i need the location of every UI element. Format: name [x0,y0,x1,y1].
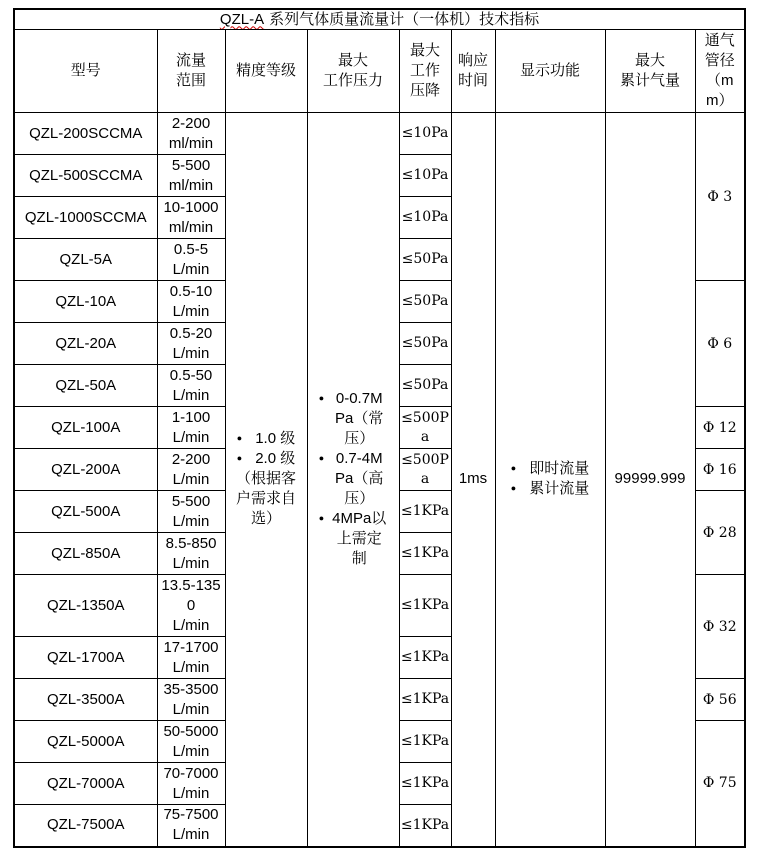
col-header-line: 累计气量 [619,72,680,89]
pressure-range-option: 0.7-4MPa（高压） [335,450,384,508]
pressure-drop-cell: ≤1KPa [399,575,451,637]
col-header-response [451,30,495,113]
spec-row [14,113,745,155]
accuracy-class-cell [225,113,307,847]
model-cell: QZL-50A [14,365,157,407]
flow-unit: L/min [172,302,210,320]
flow-range-value: 17-1700 [163,638,219,656]
model-cell: QZL-7500A [14,805,157,847]
flow-range-value: 5-500 [171,492,211,510]
model-cell: QZL-500A [14,491,157,533]
bullet-list-item [226,449,307,469]
model-cell: QZL-20A [14,323,157,365]
pressure-drop-cell: ≤500Pa [399,407,451,449]
model-cell: QZL-850A [14,533,157,575]
pressure-drop-cell: ≤50Pa [399,281,451,323]
pressure-drop-cell: ≤50Pa [399,323,451,365]
bullet-list-item [496,479,605,499]
flow-range-cell [157,113,225,155]
col-header-line: 压降 [409,82,440,99]
model-cell: QZL-3500A [14,679,157,721]
model-cell: QZL-1700A [14,637,157,679]
flow-range-value: 10-1000 [163,198,219,216]
vent-pipe-diameter-cell: Φ 32 [695,575,745,679]
vent-pipe-diameter-cell: Φ 16 [695,449,745,491]
pressure-range-option: 0-0.7MPa（常压） [335,390,384,448]
flow-unit: L/min [172,742,210,760]
bullet-list-item [496,459,605,479]
model-cell: QZL-7000A [14,763,157,805]
col-header-total [605,30,695,113]
flow-range-cell [157,155,225,197]
flow-range-value: 2-200 [171,450,211,468]
col-header-line: 响应 [457,52,488,69]
flow-range-cell [157,239,225,281]
flow-range-cell [157,365,225,407]
pressure-drop-cell: ≤1KPa [399,805,451,847]
pressure-drop-cell: ≤1KPa [399,721,451,763]
flow-range-cell [157,763,225,805]
vent-pipe-diameter-cell: Φ 28 [695,491,745,575]
vent-pipe-diameter-cell: Φ 75 [695,721,745,847]
flow-unit: L/min [172,700,210,718]
vent-pipe-diameter-cell: Φ 56 [695,679,745,721]
flow-unit: L/min [172,658,210,676]
flow-range-value: 0.5-10 [169,282,213,300]
model-cell: QZL-500SCCMA [14,155,157,197]
flow-range-cell [157,679,225,721]
flow-unit: L/min [172,470,210,488]
model-cell: QZL-1000SCCMA [14,197,157,239]
flow-unit: L/min [172,512,210,530]
col-header-line: m） [706,92,734,109]
bullet-icon: ● [510,483,517,494]
col-header-line: 时间 [457,72,488,89]
col-header-pressure [307,30,399,113]
flow-range-value: 0.5-50 [169,366,213,384]
col-header-accuracy [225,30,307,113]
response-time-cell: 1ms [451,113,495,847]
col-header-line: 通气 [704,32,735,49]
bullet-list-item [226,429,307,449]
flow-unit: L/min [172,784,210,802]
model-cell: QZL-10A [14,281,157,323]
bullet-list-item [308,449,399,509]
display-functions-cell [495,113,605,847]
pressure-drop-cell: ≤50Pa [399,239,451,281]
flow-range-cell [157,281,225,323]
flow-unit: ml/min [168,134,214,152]
flow-range-cell [157,449,225,491]
accuracy-note: （根据客户需求自选） [235,470,296,528]
model-cell: QZL-5A [14,239,157,281]
flow-range-cell [157,197,225,239]
col-header-display [495,30,605,113]
flow-unit: ml/min [168,176,214,194]
title-model-series: QZL-A [219,10,265,28]
model-cell: QZL-100A [14,407,157,449]
flow-range-cell [157,575,225,637]
col-header-line: 最大 [409,42,440,59]
col-header-model [14,30,157,113]
flow-range-cell [157,805,225,847]
bullet-list-item [308,509,399,569]
col-header-line: 最大 [337,52,368,69]
title-row [14,9,745,30]
spec-table-body [14,113,745,847]
flow-range-value: 1-100 [171,408,211,426]
display-function-option: 累计流量 [529,480,590,498]
max-cumulative-volume-cell: 99999.999 [605,113,695,847]
flow-range-cell [157,637,225,679]
pressure-drop-cell: ≤1KPa [399,763,451,805]
col-header-vent [695,30,745,113]
flow-range-value: 2-200 [171,114,211,132]
pressure-drop-cell: ≤10Pa [399,155,451,197]
vent-pipe-diameter-cell: Φ 3 [695,113,745,281]
pressure-drop-cell: ≤1KPa [399,491,451,533]
pressure-range-option: 4MPa以上需定制 [332,510,387,568]
pressure-drop-cell: ≤500Pa [399,449,451,491]
spec-table [13,8,746,848]
flow-unit: L/min [172,554,210,572]
flow-unit: L/min [172,386,210,404]
flow-range-value: 8.5-850 [165,534,217,552]
display-function-option: 即时流量 [529,460,590,478]
col-header-line: 工作 [409,62,440,79]
model-cell: QZL-5000A [14,721,157,763]
flow-range-cell [157,407,225,449]
vent-pipe-diameter-cell: Φ 6 [695,281,745,407]
model-cell: QZL-1350A [14,575,157,637]
col-header-line: 最大 [634,52,665,69]
flow-unit: L/min [172,260,210,278]
flow-range-value: 5-500 [171,156,211,174]
vent-pipe-diameter-cell: Φ 12 [695,407,745,449]
bullet-icon: ● [318,453,325,464]
flow-range-value: 0.5-20 [169,324,213,342]
model-cell: QZL-200A [14,449,157,491]
table-title [14,9,745,30]
flow-range-value: 13.5-1350 [161,576,221,614]
bullet-icon: ● [236,453,243,464]
col-header-line: 精度等级 [235,62,296,79]
col-header-drop [399,30,451,113]
flow-range-value: 0.5-5 [173,240,209,258]
col-header-line: 显示功能 [519,62,580,79]
col-header-line: 范围 [175,72,206,89]
flow-range-value: 70-7000 [163,764,219,782]
flow-unit: L/min [172,826,210,844]
col-header-line: （m [706,72,734,89]
pressure-drop-cell: ≤1KPa [399,679,451,721]
col-header-line: 流量 [175,52,206,69]
flow-range-cell [157,533,225,575]
flow-range-cell [157,491,225,533]
col-header-flow [157,30,225,113]
flow-range-cell [157,721,225,763]
bullet-icon: ● [236,433,243,444]
bullet-icon: ● [510,463,517,474]
title-text: 系列气体质量流量计（一体机）技术指标 [269,10,540,28]
flow-unit: L/min [172,616,210,634]
pressure-drop-cell: ≤1KPa [399,533,451,575]
flow-range-value: 50-5000 [163,722,219,740]
accuracy-class-option: 1.0 级 [255,430,296,448]
flow-range-value: 35-3500 [163,680,219,698]
flow-unit: L/min [172,344,210,362]
header-row [14,30,745,113]
col-header-line: 型号 [70,62,101,79]
model-cell: QZL-200SCCMA [14,113,157,155]
bullet-icon: ● [318,393,325,404]
flow-range-cell [157,323,225,365]
flow-range-value: 75-7500 [163,806,219,824]
pressure-drop-cell: ≤1KPa [399,637,451,679]
pressure-drop-cell: ≤10Pa [399,113,451,155]
flow-unit: L/min [172,428,210,446]
col-header-line: 管径 [704,52,735,69]
bullet-list-item [308,389,399,449]
accuracy-class-option: 2.0 级 [255,450,296,468]
col-header-line: 工作压力 [322,72,383,89]
bullet-icon: ● [318,513,325,524]
pressure-drop-cell: ≤10Pa [399,197,451,239]
flow-unit: ml/min [168,218,214,236]
pressure-drop-cell: ≤50Pa [399,365,451,407]
max-working-pressure-cell [307,113,399,847]
